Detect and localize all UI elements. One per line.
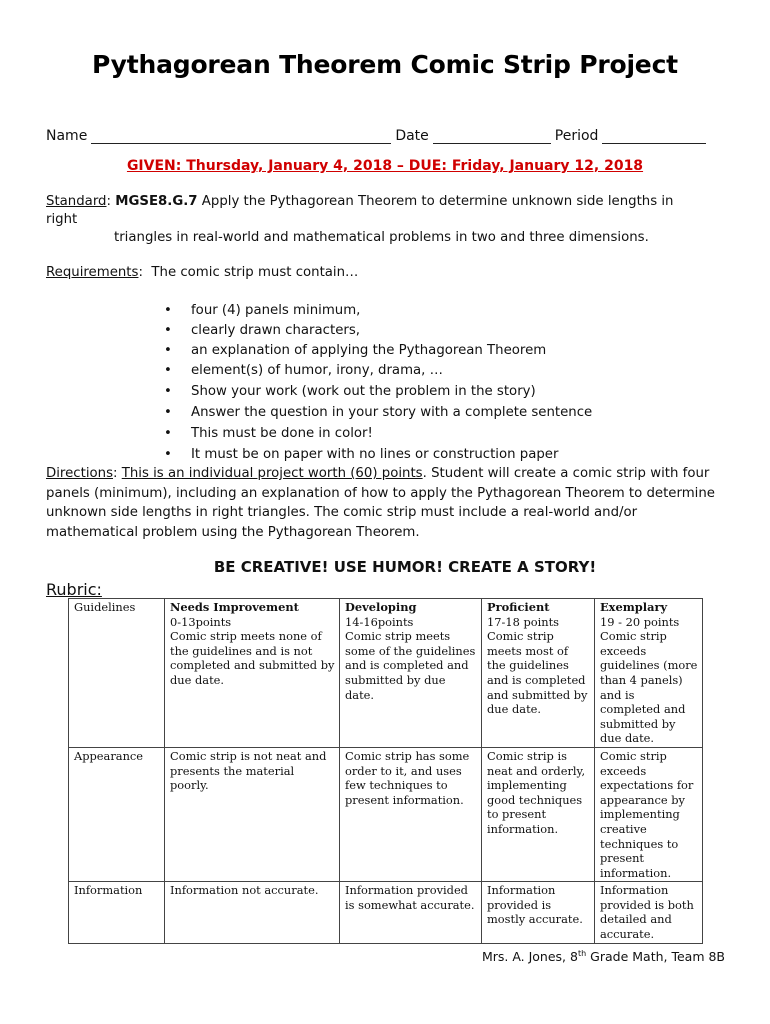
date-blank: [433, 129, 551, 144]
directions-text: . Student will create a comic strip with four panels (minimum), including an explanation of how to apply the Pythagorean Theorem to determine unknown side lengths in right triangles. The comic strip must include a real-world and/or mathematical problem using the Pythagorean Theorem.: [46, 466, 715, 540]
rubric-corner-cell: Guidelines: [69, 599, 165, 748]
name-blank: [91, 129, 391, 144]
standard-label: Standard: [46, 194, 107, 209]
directions-section: Directions: This is an individual project worth (60) points. Student will create a comic strip with four panels (minimum), including an explanation of how to apply the Pythagorean Theorem to determine unknown side lengths in right triangles. The comic strip must include a real-world and/or mathematical problem using the Pythagorean Theorem.: [46, 466, 715, 540]
column-name: Developing: [345, 600, 417, 614]
row-category: Appearance: [69, 747, 165, 881]
requirements-label: Requirements: [46, 265, 139, 280]
footer-credit: [482, 949, 725, 964]
period-blank: [602, 129, 706, 144]
rubric-cell: Comic strip has some order to it, and uses few techniques to present information.: [340, 747, 482, 881]
requirements-list: [164, 301, 592, 465]
list-item: • Answer the question in your story with a complete sentence: [164, 403, 592, 423]
column-name: Proficient: [487, 600, 550, 614]
rubric-cell: Comic strip is neat and orderly, implementing good techniques to present information.: [482, 747, 595, 881]
rubric-label: Rubric:: [46, 580, 102, 599]
period-label: Period: [554, 128, 599, 144]
table-row: [69, 599, 703, 748]
standard-section: Standard: MGSE8.G.7 Apply the Pythagorean Theorem to determine unknown side lengths in right triangles in real-world and mathematical problems in two and three dimensions.: [46, 193, 706, 247]
column-points: 0-13points: [170, 614, 232, 629]
footer-suffix: Grade Math, Team 8B: [586, 949, 725, 964]
rubric-cell: Information provided is mostly accurate.: [482, 882, 595, 943]
standard-code: MGSE8.G.7: [115, 194, 198, 209]
rubric-cell: Comic strip exceeds guidelines (more than 4 panels) and is completed and submitted by due date.: [600, 629, 698, 746]
requirements-intro: The comic strip must contain…: [151, 265, 359, 280]
rubric-table: [68, 598, 703, 944]
table-row: [69, 747, 703, 881]
column-name: Exemplary: [600, 600, 668, 614]
column-points: 17-18 points: [487, 614, 560, 629]
column-header: [340, 599, 482, 748]
rubric-cell: Comic strip meets most of the guidelines and is completed and submitted by due date.: [487, 629, 588, 717]
rubric-cell: Information provided is somewhat accurate.: [340, 882, 482, 943]
rubric-cell: Information not accurate.: [165, 882, 340, 943]
directions-label: Directions: [46, 466, 113, 481]
rubric-cell: Comic strip meets none of the guidelines and is not completed and submitted by due date.: [170, 629, 335, 687]
rubric-cell: Information provided is both detailed and accurate.: [595, 882, 703, 943]
footer-prefix: Mrs. A. Jones, 8: [481, 949, 578, 964]
list-item: • This must be done in color!: [164, 424, 592, 444]
column-points: 14-16points: [345, 614, 414, 629]
rubric-cell: Comic strip is not neat and presents the material poorly.: [165, 747, 340, 881]
given-due-dates: GIVEN: Thursday, January 4, 2018 – DUE: Friday, January 12, 2018: [126, 158, 644, 174]
table-row: [69, 882, 703, 943]
list-item: • four (4) panels minimum,: [164, 301, 592, 321]
requirements-heading: Requirements: The comic strip must contain…: [46, 265, 359, 280]
column-name: Needs Improvement: [170, 600, 299, 614]
column-header: [595, 599, 703, 748]
footer-superscript: th: [577, 948, 587, 958]
standard-text-line1: Apply the Pythagorean Theorem to determine unknown side lengths in right: [46, 194, 674, 227]
column-header: [482, 599, 595, 748]
rubric-cell: Comic strip meets some of the guidelines and is completed and submitted by due date.: [345, 629, 476, 702]
rubric-cell: Comic strip exceeds expectations for appearance by implementing creative techniques to present information.: [595, 747, 703, 881]
list-item: • Show your work (work out the problem in the story): [164, 382, 592, 402]
list-item: • an explanation of applying the Pythagorean Theorem: [164, 341, 592, 361]
row-category: Information: [69, 882, 165, 943]
column-header: [165, 599, 340, 748]
list-item: • element(s) of humor, irony, drama, …: [164, 361, 592, 381]
standard-text-line2: triangles in real-world and mathematical problems in two and three dimensions.: [114, 230, 649, 245]
directions-emphasis: This is an individual project worth (60) points: [121, 466, 423, 481]
list-item: • It must be on paper with no lines or construction paper: [164, 445, 592, 465]
date-label: Date: [395, 128, 429, 144]
column-points: 19 - 20 points: [600, 614, 680, 629]
creative-banner: BE CREATIVE! USE HUMOR! CREATE A STORY!: [213, 558, 597, 576]
name-label: Name: [46, 128, 88, 144]
list-item: • clearly drawn characters,: [164, 321, 592, 341]
page-title: Pythagorean Theorem Comic Strip Project: [92, 50, 678, 79]
student-info-line: [46, 128, 721, 144]
